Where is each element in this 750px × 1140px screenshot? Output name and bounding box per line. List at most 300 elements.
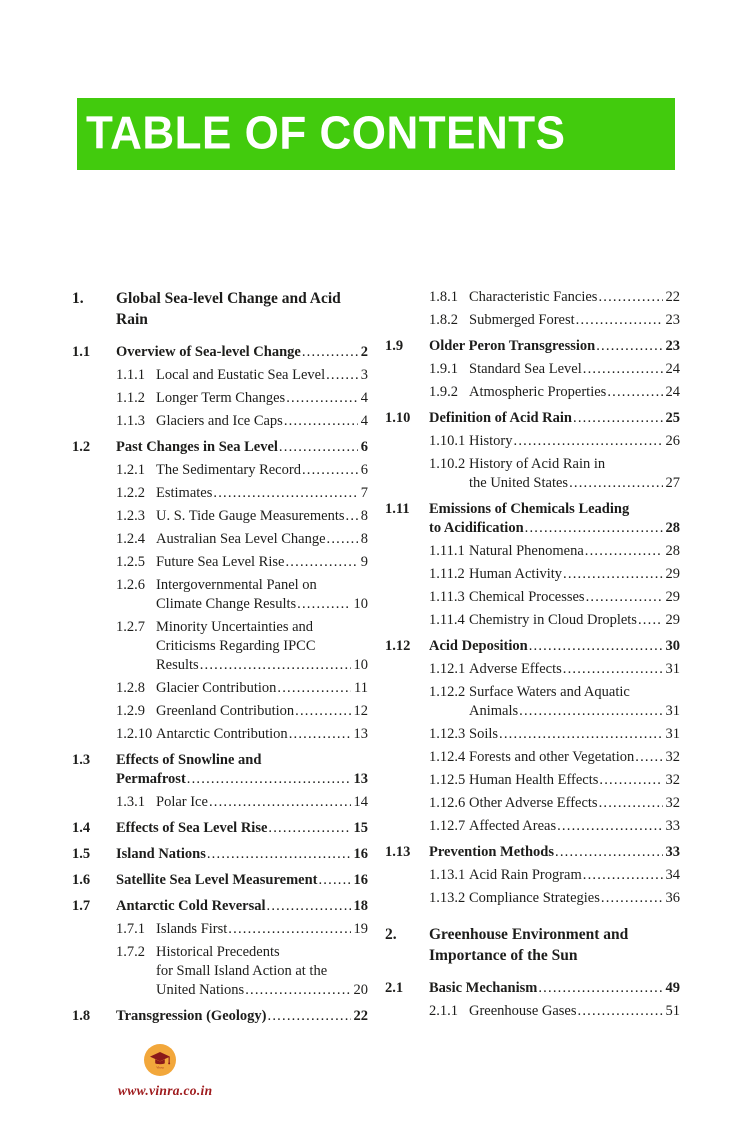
entry-body — [156, 412, 368, 431]
toc-section — [385, 500, 680, 538]
entry-dotted-line — [116, 897, 368, 916]
publisher-footer — [118, 1044, 213, 1099]
dot-leader — [555, 843, 663, 862]
entry-title: Antarctic Contribution — [156, 726, 288, 742]
entry-number: 1.12.4 — [429, 749, 466, 765]
entry-title-line: Emissions of Chemicals Leading — [429, 501, 630, 517]
entry-title: Permafrost — [116, 771, 186, 787]
entry-title: Estimates — [156, 485, 213, 501]
entry-page-number: 26 — [665, 433, 680, 449]
dot-leader — [295, 702, 350, 721]
toc-subsection — [385, 771, 680, 790]
dot-leader — [327, 530, 358, 549]
entry-dotted-line — [469, 771, 680, 790]
dot-leader — [277, 679, 351, 698]
entry-dotted-line — [156, 702, 368, 721]
entry-number: 1.2.5 — [116, 554, 145, 570]
entry-dotted-line — [469, 542, 680, 561]
entry-dotted-line — [429, 637, 680, 656]
entry-dotted-line — [116, 819, 368, 838]
entry-page-number: 29 — [665, 589, 680, 605]
entry-body — [156, 507, 368, 526]
entry-number: 1.2.9 — [116, 703, 145, 719]
dot-leader — [538, 979, 662, 998]
entry-title-line: Effects of Snowline and — [116, 752, 262, 768]
entry-title: History — [469, 433, 513, 449]
entry-number: 2.1 — [385, 980, 404, 996]
entry-body — [469, 311, 680, 330]
entry-title: Animals — [469, 703, 519, 719]
toc-section — [72, 343, 368, 362]
toc-chapter — [72, 288, 368, 330]
entry-number: 1.11.2 — [429, 566, 465, 582]
entry-body — [116, 845, 368, 864]
entry-dotted-line — [429, 519, 680, 538]
entry-title-line: Global Sea-level Change and Acid — [116, 290, 341, 307]
entry-dotted-line — [156, 793, 368, 812]
dot-leader — [529, 637, 663, 656]
toc-subsection — [385, 288, 680, 307]
entry-body — [156, 553, 368, 572]
entry-body — [429, 637, 680, 656]
entry-title: Glacier Contribution — [156, 680, 277, 696]
toc-subsection — [72, 943, 368, 1000]
entry-title: Future Sea Level Rise — [156, 554, 285, 570]
entry-page-number: 23 — [665, 312, 680, 328]
entry-dotted-line — [469, 611, 680, 630]
dot-leader — [578, 1002, 663, 1021]
toc-subsection — [72, 507, 368, 526]
entry-number: 1.7.2 — [116, 944, 145, 960]
entry-dotted-line — [156, 553, 368, 572]
entry-number: 1.11.1 — [429, 543, 465, 559]
entry-number: 1.3.1 — [116, 794, 145, 810]
toc-subsection — [385, 611, 680, 630]
dot-leader — [187, 770, 351, 789]
toc-column-left — [72, 288, 368, 1030]
dot-leader — [245, 981, 350, 1000]
entry-body — [156, 461, 368, 480]
toc-subsection — [385, 748, 680, 767]
entry-title: Greenhouse Gases — [469, 1003, 577, 1019]
toc-columns — [72, 288, 680, 1030]
toc-subsection — [385, 565, 680, 584]
entry-body — [469, 817, 680, 836]
dot-leader — [563, 565, 662, 584]
entry-title: Submerged Forest — [469, 312, 575, 328]
entry-body — [469, 383, 680, 402]
dot-leader — [557, 817, 662, 836]
toc-subsection — [72, 461, 368, 480]
entry-dotted-line — [156, 412, 368, 431]
entry-number: 1.4 — [72, 820, 91, 836]
entry-title: Forests and other Vegetation — [469, 749, 635, 765]
entry-page-number: 49 — [665, 980, 680, 996]
toc-subsection — [385, 432, 680, 451]
entry-body — [156, 920, 368, 939]
entry-body — [469, 683, 680, 721]
entry-dotted-line — [469, 1002, 680, 1021]
entry-page-number: 10 — [353, 657, 368, 673]
entry-page-number: 24 — [665, 361, 680, 377]
entry-title: Polar Ice — [156, 794, 208, 810]
entry-dotted-line — [116, 438, 368, 457]
entry-title: Definition of Acid Rain — [429, 410, 572, 426]
entry-body — [429, 979, 680, 998]
entry-title: Soils — [469, 726, 499, 742]
entry-title: Overview of Sea-level Change — [116, 344, 301, 360]
entry-dotted-line — [156, 725, 368, 744]
entry-title: Adverse Effects — [469, 661, 562, 677]
toc-subsection — [385, 683, 680, 721]
entry-title: the United States — [469, 475, 569, 491]
entry-number: 1.12 — [385, 638, 411, 654]
dot-leader — [585, 542, 663, 561]
entry-title-line: for Small Island Action at the — [156, 963, 328, 979]
toc-subsection — [385, 542, 680, 561]
entry-number: 2. — [385, 926, 397, 943]
entry-number: 1.8.2 — [429, 312, 458, 328]
website-url: www.vinra.co.in — [118, 1083, 213, 1098]
toc-subsection — [385, 794, 680, 813]
entry-body — [429, 500, 680, 538]
dot-leader — [297, 595, 350, 614]
entry-title-line: Historical Precedents — [156, 944, 280, 960]
entry-number: 1.1 — [72, 344, 91, 360]
toc-subsection — [72, 389, 368, 408]
toc-subsection — [72, 702, 368, 721]
dot-leader — [635, 748, 662, 767]
entry-title: Atmospheric Properties — [469, 384, 607, 400]
dot-leader — [207, 845, 351, 864]
entry-title: Characteristic Fancies — [469, 289, 598, 305]
entry-body — [156, 530, 368, 549]
entry-title-line: Surface Waters and Aquatic — [469, 684, 630, 700]
entry-dotted-line — [116, 871, 368, 890]
entry-number: 1.12.3 — [429, 726, 466, 742]
entry-body — [116, 897, 368, 916]
entry-number: 1.2.8 — [116, 680, 145, 696]
entry-title: Glaciers and Ice Caps — [156, 413, 283, 429]
toc-section — [72, 871, 368, 890]
entry-title: Satellite Sea Level Measurement — [116, 872, 318, 888]
entry-body — [469, 455, 680, 493]
entry-page-number: 18 — [353, 898, 368, 914]
entry-page-number: 19 — [353, 921, 368, 937]
toc-subsection — [72, 725, 368, 744]
entry-page-number: 13 — [353, 771, 368, 787]
entry-title-line: Minority Uncertainties and — [156, 619, 314, 635]
dot-leader — [514, 432, 663, 451]
entry-body — [156, 576, 368, 614]
entry-page-number: 15 — [353, 820, 368, 836]
entry-page-number: 51 — [665, 1003, 680, 1019]
entry-number: 1.5 — [72, 846, 91, 862]
entry-body — [116, 819, 368, 838]
entry-number: 1.1.3 — [116, 413, 145, 429]
toc-section — [72, 845, 368, 864]
entry-number: 1.2.2 — [116, 485, 145, 501]
entry-dotted-line — [156, 656, 368, 675]
entry-title: Older Peron Transgression — [429, 338, 596, 354]
entry-body — [469, 889, 680, 908]
dot-leader — [200, 656, 351, 675]
dot-leader — [326, 366, 358, 385]
entry-number: 1.10.2 — [429, 456, 466, 472]
dot-leader — [569, 474, 662, 493]
entry-body — [469, 288, 680, 307]
entry-page-number: 2 — [360, 344, 368, 360]
entry-page-number: 32 — [665, 749, 680, 765]
entry-page-number: 23 — [665, 338, 680, 354]
dot-leader — [563, 660, 663, 679]
entry-title: Human Health Effects — [469, 772, 599, 788]
entry-number: 1.2 — [72, 439, 91, 455]
entry-title: Climate Change Results — [156, 596, 297, 612]
entry-title-line: History of Acid Rain in — [469, 456, 606, 472]
toc-subsection — [72, 484, 368, 503]
toc-column-right — [385, 288, 680, 1030]
entry-number: 1.11.4 — [429, 612, 465, 628]
entry-page-number: 4 — [360, 413, 368, 429]
toc-section — [72, 819, 368, 838]
entry-title: U. S. Tide Gauge Measurements — [156, 508, 345, 524]
entry-dotted-line — [156, 595, 368, 614]
entry-page-number: 4 — [360, 390, 368, 406]
entry-body — [116, 1007, 368, 1026]
entry-page-number: 22 — [665, 289, 680, 305]
entry-page-number: 32 — [665, 772, 680, 788]
entry-dotted-line — [156, 981, 368, 1000]
entry-page-number: 31 — [665, 703, 680, 719]
entry-page-number: 34 — [665, 867, 680, 883]
entry-number: 1.2.1 — [116, 462, 145, 478]
entry-dotted-line — [429, 979, 680, 998]
entry-dotted-line — [156, 484, 368, 503]
entry-page-number: 10 — [353, 596, 368, 612]
entry-page-number: 16 — [353, 872, 368, 888]
toc-section — [385, 409, 680, 428]
entry-number: 1.8.1 — [429, 289, 458, 305]
dot-leader — [289, 725, 351, 744]
entry-body — [156, 366, 368, 385]
dot-leader — [213, 484, 357, 503]
entry-dotted-line — [469, 383, 680, 402]
entry-page-number: 7 — [360, 485, 368, 501]
entry-page-number: 36 — [665, 890, 680, 906]
entry-body — [469, 866, 680, 885]
entry-number: 1.12.1 — [429, 661, 466, 677]
entry-dotted-line — [469, 311, 680, 330]
toc-banner — [77, 98, 675, 170]
entry-title: Prevention Methods — [429, 844, 554, 860]
entry-title-line: Intergovernmental Panel on — [156, 577, 317, 593]
dot-leader — [318, 871, 350, 890]
entry-page-number: 6 — [360, 462, 368, 478]
dot-leader — [286, 389, 358, 408]
toc-subsection — [385, 383, 680, 402]
entry-page-number: 28 — [665, 520, 680, 536]
entry-number: 1.13 — [385, 844, 411, 860]
entry-body — [469, 360, 680, 379]
entry-number: 1.12.7 — [429, 818, 466, 834]
dot-leader — [573, 409, 663, 428]
entry-dotted-line — [116, 1007, 368, 1026]
dot-leader — [267, 897, 351, 916]
entry-number: 1.12.5 — [429, 772, 466, 788]
entry-dotted-line — [469, 588, 680, 607]
toc-subsection — [385, 889, 680, 908]
entry-number: 1.6 — [72, 872, 91, 888]
entry-dotted-line — [469, 794, 680, 813]
entry-number: 1. — [72, 290, 84, 307]
entry-body — [156, 484, 368, 503]
entry-body — [156, 943, 368, 1000]
entry-title-line: Greenhouse Environment and — [429, 926, 629, 943]
entry-dotted-line — [156, 461, 368, 480]
toc-subsection — [385, 311, 680, 330]
dot-leader — [519, 702, 662, 721]
entry-number: 1.12.2 — [429, 684, 466, 700]
entry-title: Standard Sea Level — [469, 361, 582, 377]
entry-number: 1.13.2 — [429, 890, 466, 906]
entry-body — [469, 1002, 680, 1021]
entry-number: 1.11.3 — [429, 589, 465, 605]
entry-number: 1.3 — [72, 752, 91, 768]
entry-title: Affected Areas — [469, 818, 557, 834]
entry-body — [156, 618, 368, 675]
entry-title: Australian Sea Level Change — [156, 531, 326, 547]
entry-number: 1.2.6 — [116, 577, 145, 593]
entry-title: Acid Rain Program — [469, 867, 582, 883]
dot-leader — [209, 793, 351, 812]
entry-body — [469, 611, 680, 630]
toc-subsection — [385, 660, 680, 679]
entry-page-number: 27 — [665, 475, 680, 491]
entry-dotted-line — [429, 337, 680, 356]
entry-title: Islands First — [156, 921, 228, 937]
entry-dotted-line — [116, 343, 368, 362]
entry-title: Local and Eustatic Sea Level — [156, 367, 326, 383]
entry-dotted-line — [469, 474, 680, 493]
entry-body — [429, 337, 680, 356]
dot-leader — [285, 553, 357, 572]
toc-subsection — [72, 366, 368, 385]
entry-body — [469, 748, 680, 767]
entry-title: Other Adverse Effects — [469, 795, 598, 811]
entry-dotted-line — [156, 507, 368, 526]
toc-subsection — [385, 725, 680, 744]
entry-page-number: 25 — [665, 410, 680, 426]
entry-number: 1.12.6 — [429, 795, 466, 811]
entry-page-number: 14 — [353, 794, 368, 810]
entry-page-number: 8 — [360, 531, 368, 547]
entry-body — [156, 702, 368, 721]
toc-section — [72, 438, 368, 457]
dot-leader — [302, 461, 358, 480]
entry-body — [469, 432, 680, 451]
dot-leader — [279, 438, 358, 457]
dot-leader — [601, 889, 663, 908]
dot-leader — [586, 588, 663, 607]
toc-subsection — [385, 455, 680, 493]
entry-number: 1.9.2 — [429, 384, 458, 400]
entry-dotted-line — [469, 817, 680, 836]
toc-subsection — [385, 588, 680, 607]
entry-body — [116, 288, 368, 330]
entry-page-number: 16 — [353, 846, 368, 862]
dot-leader — [596, 337, 662, 356]
entry-body — [116, 751, 368, 789]
entry-title: Antarctic Cold Reversal — [116, 898, 266, 914]
entry-dotted-line — [469, 288, 680, 307]
dot-leader — [583, 866, 663, 885]
entry-body — [429, 409, 680, 428]
entry-number: 1.7.1 — [116, 921, 145, 937]
entry-dotted-line — [469, 702, 680, 721]
toc-subsection — [385, 817, 680, 836]
entry-page-number: 11 — [354, 680, 368, 696]
vinra-logo — [144, 1044, 176, 1076]
dot-leader — [268, 1007, 351, 1026]
entry-page-number: 22 — [353, 1008, 368, 1024]
dot-leader — [576, 311, 663, 330]
entry-dotted-line — [156, 366, 368, 385]
dot-leader — [268, 819, 350, 838]
entry-number: 1.9 — [385, 338, 404, 354]
entry-number: 2.1.1 — [429, 1003, 458, 1019]
entry-dotted-line — [469, 725, 680, 744]
toc-section — [385, 979, 680, 998]
entry-body — [429, 843, 680, 862]
entry-dotted-line — [156, 920, 368, 939]
entry-page-number: 30 — [665, 638, 680, 654]
toc-section — [72, 897, 368, 916]
entry-title: Human Activity — [469, 566, 563, 582]
entry-dotted-line — [469, 660, 680, 679]
entry-number: 1.2.4 — [116, 531, 145, 547]
entry-page-number: 8 — [360, 508, 368, 524]
entry-page-number: 29 — [665, 566, 680, 582]
entry-page-number: 20 — [353, 982, 368, 998]
entry-body — [469, 660, 680, 679]
toc-subsection — [72, 793, 368, 812]
toc-section — [72, 1007, 368, 1026]
toc-section — [385, 843, 680, 862]
entry-body — [469, 588, 680, 607]
entry-page-number: 31 — [665, 661, 680, 677]
toc-subsection — [72, 618, 368, 675]
toc-subsection — [72, 679, 368, 698]
entry-dotted-line — [469, 565, 680, 584]
dot-leader — [599, 771, 662, 790]
entry-number: 1.1.1 — [116, 367, 145, 383]
entry-dotted-line — [156, 679, 368, 698]
entry-page-number: 31 — [665, 726, 680, 742]
entry-body — [116, 343, 368, 362]
toc-subsection — [385, 1002, 680, 1021]
entry-body — [116, 871, 368, 890]
entry-dotted-line — [429, 409, 680, 428]
dot-leader — [607, 383, 662, 402]
entry-body — [156, 793, 368, 812]
dot-leader — [599, 794, 663, 813]
page-title: TABLE OF CONTENTS — [86, 107, 566, 160]
toc-subsection — [72, 530, 368, 549]
entry-page-number: 33 — [665, 844, 680, 860]
dot-leader — [583, 360, 663, 379]
entry-number: 1.2.3 — [116, 508, 145, 524]
